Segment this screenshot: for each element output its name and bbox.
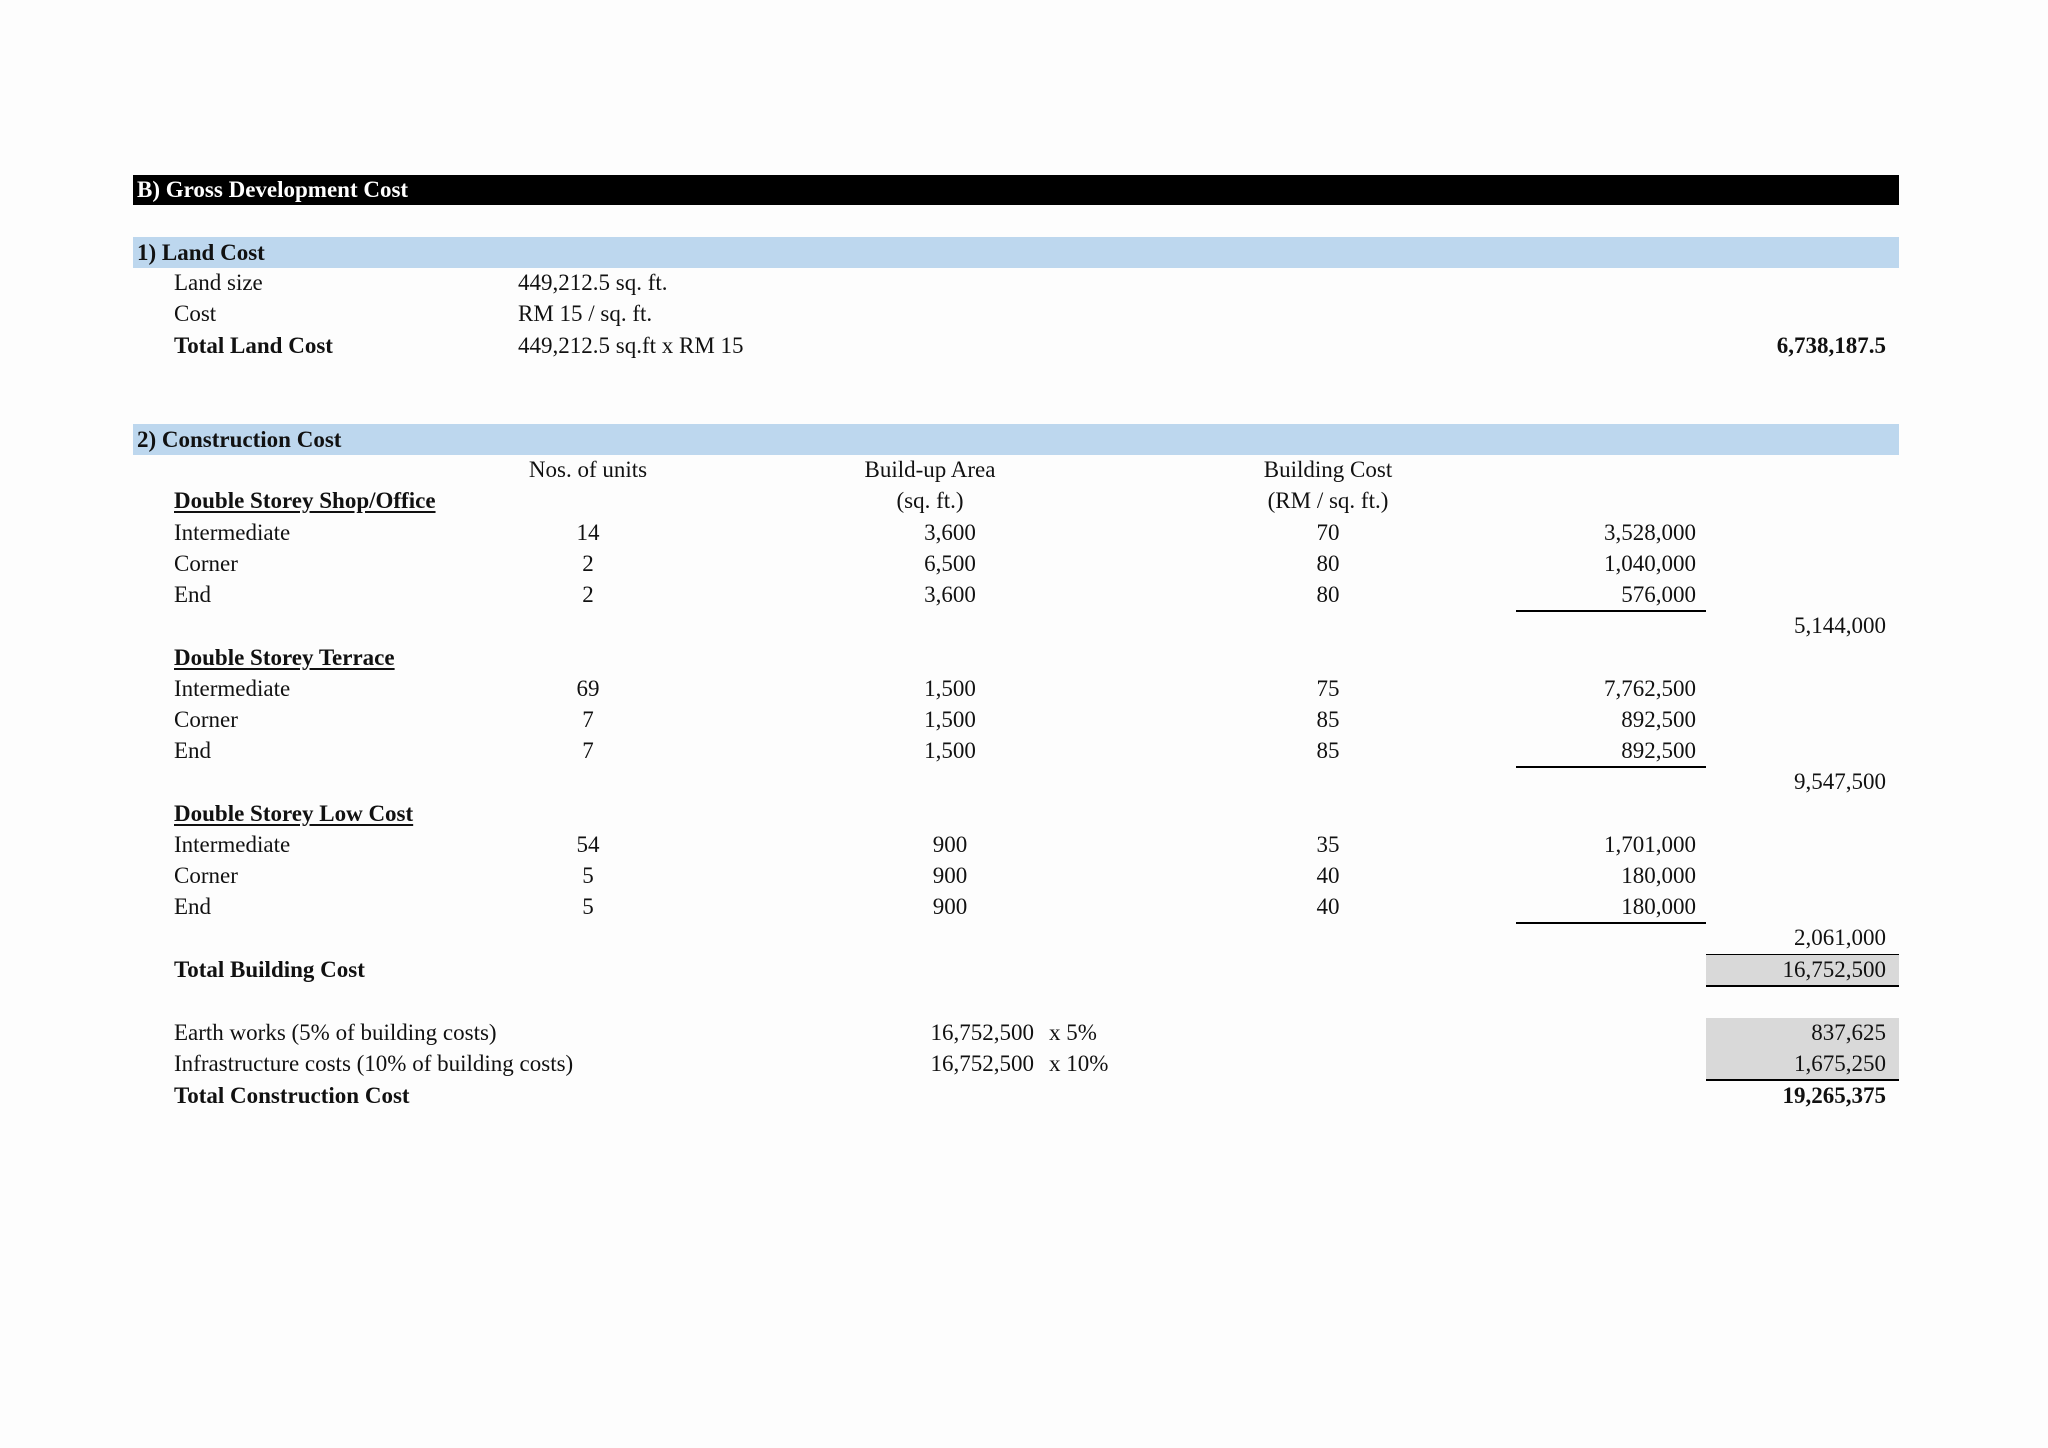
earth-works-pct: x 5%: [1049, 1020, 1097, 1045]
row-type: Intermediate: [174, 832, 291, 857]
land-rate-value: RM 15 / sq. ft.: [518, 301, 653, 326]
row-rate: 85: [1316, 738, 1340, 763]
row-units: 5: [582, 894, 594, 919]
infrastructure-base: 16,752,500: [930, 1051, 1034, 1076]
total-land-cost-label: Total Land Cost: [174, 333, 333, 358]
earth-works-label: Earth works (5% of building costs): [174, 1020, 497, 1045]
header-cost: Building Cost: [1263, 457, 1393, 482]
row-type: Corner: [174, 551, 238, 576]
group-title-terrace: Double Storey Terrace: [174, 645, 395, 670]
row-rate: 75: [1316, 676, 1340, 701]
header-area-unit: (sq. ft.): [896, 488, 964, 513]
row-units: 5: [582, 863, 594, 888]
row-type: Intermediate: [174, 676, 291, 701]
total-construction-label: Total Construction Cost: [174, 1083, 410, 1108]
row-amount: 1,701,000: [1604, 832, 1696, 857]
earth-works-base: 16,752,500: [930, 1020, 1034, 1045]
row-area: 1,500: [924, 707, 976, 732]
group-subtotal: 2,061,000: [1794, 925, 1886, 950]
header-cost-unit: (RM / sq. ft.): [1267, 488, 1389, 513]
row-amount: 3,528,000: [1604, 520, 1696, 545]
row-rate: 70: [1316, 520, 1340, 545]
row-units: 7: [582, 738, 594, 763]
row-amount: 7,762,500: [1604, 676, 1696, 701]
row-amount: 892,500: [1621, 707, 1696, 732]
total-construction-value: 19,265,375: [1782, 1083, 1886, 1108]
total-building-label: Total Building Cost: [174, 957, 365, 982]
row-area: 1,500: [924, 738, 976, 763]
row-units: 2: [582, 582, 594, 607]
row-amount: 1,040,000: [1604, 551, 1696, 576]
section-heading-bar: [133, 175, 1899, 205]
row-amount: 892,500: [1621, 738, 1696, 763]
row-area: 6,500: [924, 551, 976, 576]
subtotal-rule: [1516, 766, 1706, 768]
row-rate: 35: [1316, 832, 1340, 857]
header-area: Build-up Area: [864, 457, 996, 482]
header-units: Nos. of units: [528, 457, 648, 482]
section-heading: B) Gross Development Cost: [137, 177, 409, 202]
row-amount: 180,000: [1621, 863, 1696, 888]
row-amount: 180,000: [1621, 894, 1696, 919]
total-building-value: 16,752,500: [1782, 957, 1886, 982]
row-type: End: [174, 738, 212, 763]
infrastructure-pct: x 10%: [1049, 1051, 1109, 1076]
earth-works-value: 837,625: [1811, 1020, 1886, 1045]
land-rate-label: Cost: [174, 301, 217, 326]
row-type: Corner: [174, 707, 238, 732]
infrastructure-value: 1,675,250: [1794, 1051, 1886, 1076]
group-subtotal: 5,144,000: [1794, 613, 1886, 638]
row-units: 2: [582, 551, 594, 576]
total-land-cost-value: 6,738,187.5: [1776, 333, 1886, 358]
row-units: 7: [582, 707, 594, 732]
row-units: 69: [576, 676, 600, 701]
row-rate: 40: [1316, 863, 1340, 888]
land-cost-title: 1) Land Cost: [137, 240, 265, 265]
row-area: 3,600: [924, 582, 976, 607]
total-land-cost-formula: 449,212.5 sq.ft x RM 15: [518, 333, 744, 358]
group-title-low-cost: Double Storey Low Cost: [174, 801, 414, 826]
row-rate: 85: [1316, 707, 1340, 732]
row-rate: 40: [1316, 894, 1340, 919]
row-rate: 80: [1316, 582, 1340, 607]
subtotal-rule: [1516, 610, 1706, 612]
group-title-shop-office: Double Storey Shop/Office: [174, 488, 436, 513]
row-area: 1,500: [924, 676, 976, 701]
row-type: End: [174, 582, 212, 607]
row-type: Corner: [174, 863, 238, 888]
row-area: 900: [932, 894, 968, 919]
subtotal-rule: [1516, 922, 1706, 924]
row-area: 3,600: [924, 520, 976, 545]
construction-cost-title: 2) Construction Cost: [137, 427, 342, 452]
infrastructure-label: Infrastructure costs (10% of building costs): [174, 1051, 574, 1076]
row-area: 900: [932, 863, 968, 888]
row-units: 14: [576, 520, 600, 545]
row-type: End: [174, 894, 212, 919]
land-cost-bar: [133, 237, 1899, 268]
row-amount: 576,000: [1621, 582, 1696, 607]
row-units: 54: [576, 832, 600, 857]
row-area: 900: [932, 832, 968, 857]
land-size-label: Land size: [174, 270, 263, 295]
land-size-value: 449,212.5 sq. ft.: [518, 270, 668, 295]
construction-cost-bar: [133, 424, 1899, 455]
total-building-underline: [1706, 985, 1899, 987]
row-rate: 80: [1316, 551, 1340, 576]
row-type: Intermediate: [174, 520, 291, 545]
group-subtotal: 9,547,500: [1794, 769, 1886, 794]
